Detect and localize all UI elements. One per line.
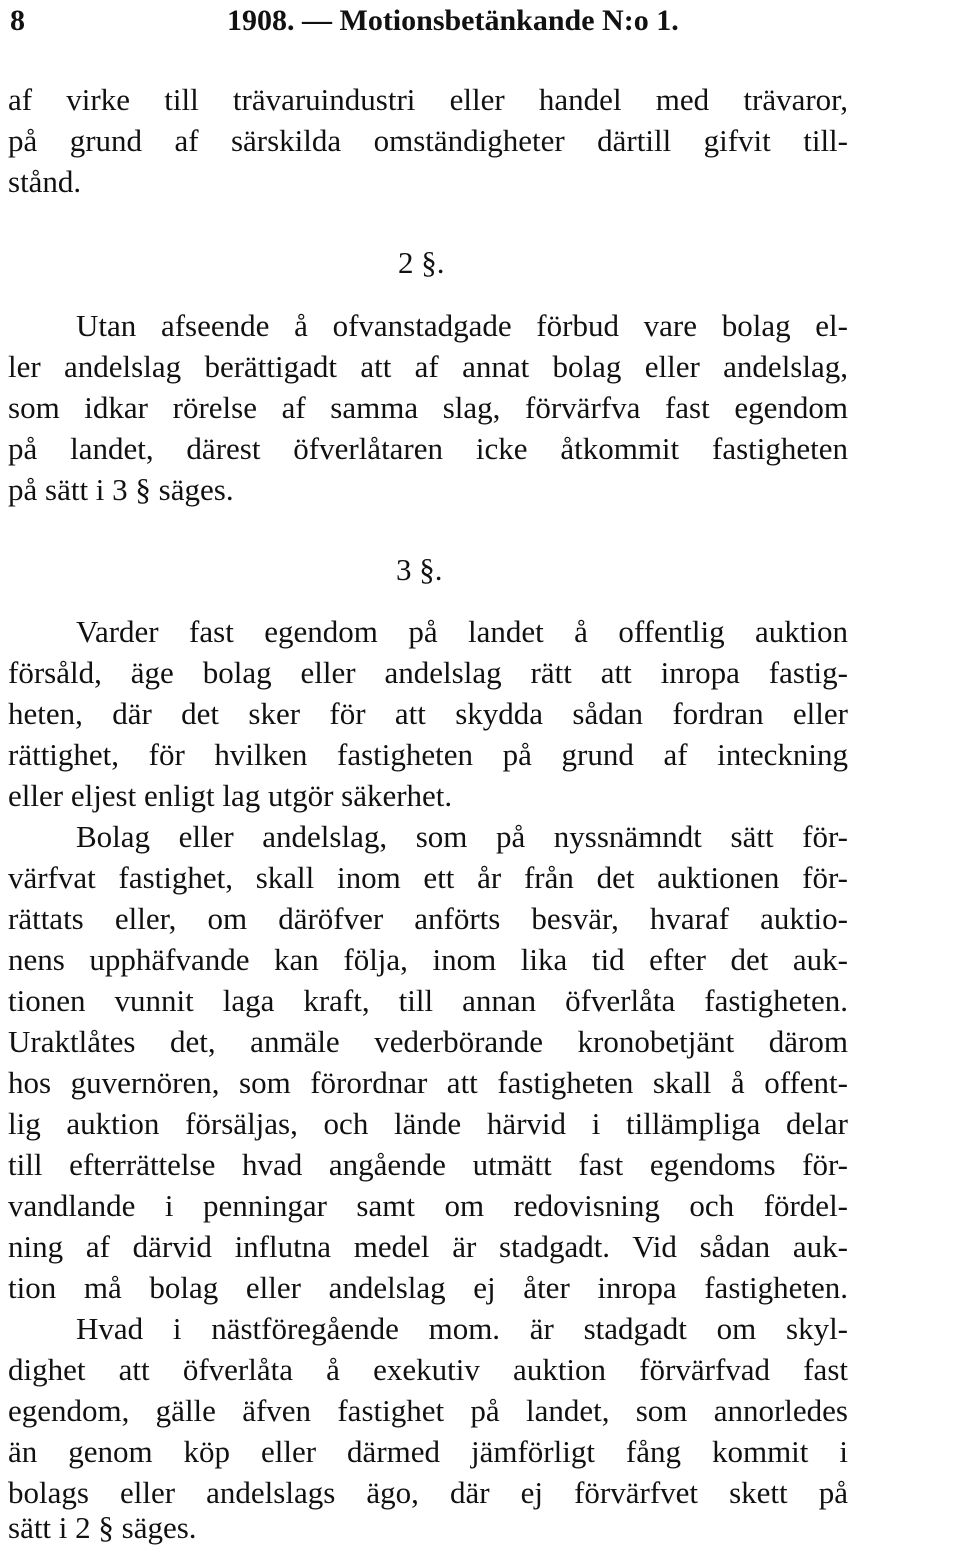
- text-line: vandlande i penningar samt om redovisning och fördel-: [8, 1188, 848, 1223]
- text-line: Uraktlåtes det, anmäle vederbörande kronobetjänt därom: [8, 1024, 848, 1059]
- text-line: tionen vunnit laga kraft, till annan öfverlåta fastigheten.: [8, 983, 848, 1018]
- text-line: på grund af särskilda omständigheter därtill gifvit till-: [8, 123, 848, 158]
- page-number: 8: [10, 4, 25, 37]
- text-line: rättats eller, om däröfver anförts besvär, hvaraf auktio-: [8, 901, 848, 936]
- text-line: på landet, därest öfverlåtaren icke åtkommit fastigheten: [8, 431, 848, 466]
- text-line: bolags eller andelslags ägo, där ej förvärfvet skett på: [8, 1475, 848, 1510]
- text-line: hos guvernören, som förordnar att fastigheten skall å offent-: [8, 1065, 848, 1100]
- text-line: tion må bolag eller andelslag ej åter inropa fastigheten.: [8, 1270, 848, 1305]
- text-line: på sätt i 3 § säges.: [8, 472, 234, 507]
- text-line: värfvat fastighet, skall inom ett år från det auktionen för-: [8, 860, 848, 895]
- page-header: [10, 4, 910, 44]
- text-line: Bolag eller andelslag, som på nyssnämndt sätt för-: [76, 819, 848, 854]
- text-line: stånd.: [8, 164, 82, 199]
- text-line: af virke till trävaruindustri eller handel med trävaror,: [8, 82, 848, 117]
- text-line: Varder fast egendom på landet å offentlig auktion: [76, 614, 848, 649]
- running-title: 1908. — Motionsbetänkande N:o 1.: [227, 4, 679, 37]
- text-line: egendom, gälle äfven fastighet på landet, som annorledes: [8, 1393, 848, 1428]
- text-line: rättighet, för hvilken fastigheten på grund af inteckning: [8, 737, 848, 772]
- text-line: ning af därvid influtna medel är stadgadt. Vid sådan auk-: [8, 1229, 848, 1264]
- text-line: som idkar rörelse af samma slag, förvärfva fast egendom: [8, 390, 848, 425]
- section-heading-2: 2 §.: [398, 245, 445, 280]
- text-line: till efterrättelse hvad angående utmätt fast egendoms för-: [8, 1147, 848, 1182]
- text-line: nens upphäfvande kan följa, inom lika tid efter det auk-: [8, 942, 848, 977]
- text-line: heten, där det sker för att skydda sådan fordran eller: [8, 696, 848, 731]
- text-line: lig auktion försäljas, och lände härvid i tillämpliga delar: [8, 1106, 848, 1141]
- section-heading-3: 3 §.: [396, 552, 443, 587]
- text-line: än genom köp eller därmed jämförligt fång kommit i: [8, 1434, 848, 1469]
- text-line: Utan afseende å ofvanstadgade förbud vare bolag el-: [76, 308, 848, 343]
- text-line: dighet att öfverlåta å exekutiv auktion förvärfvad fast: [8, 1352, 848, 1387]
- text-line: försåld, äge bolag eller andelslag rätt att inropa fastig-: [8, 655, 848, 690]
- text-line: sätt i 2 § säges.: [8, 1510, 197, 1545]
- text-line: eller eljest enligt lag utgör säkerhet.: [8, 778, 453, 813]
- text-line: Hvad i nästföregående mom. är stadgadt om skyl-: [76, 1311, 848, 1346]
- text-line: ler andelslag berättigadt att af annat bolag eller andelslag,: [8, 349, 848, 384]
